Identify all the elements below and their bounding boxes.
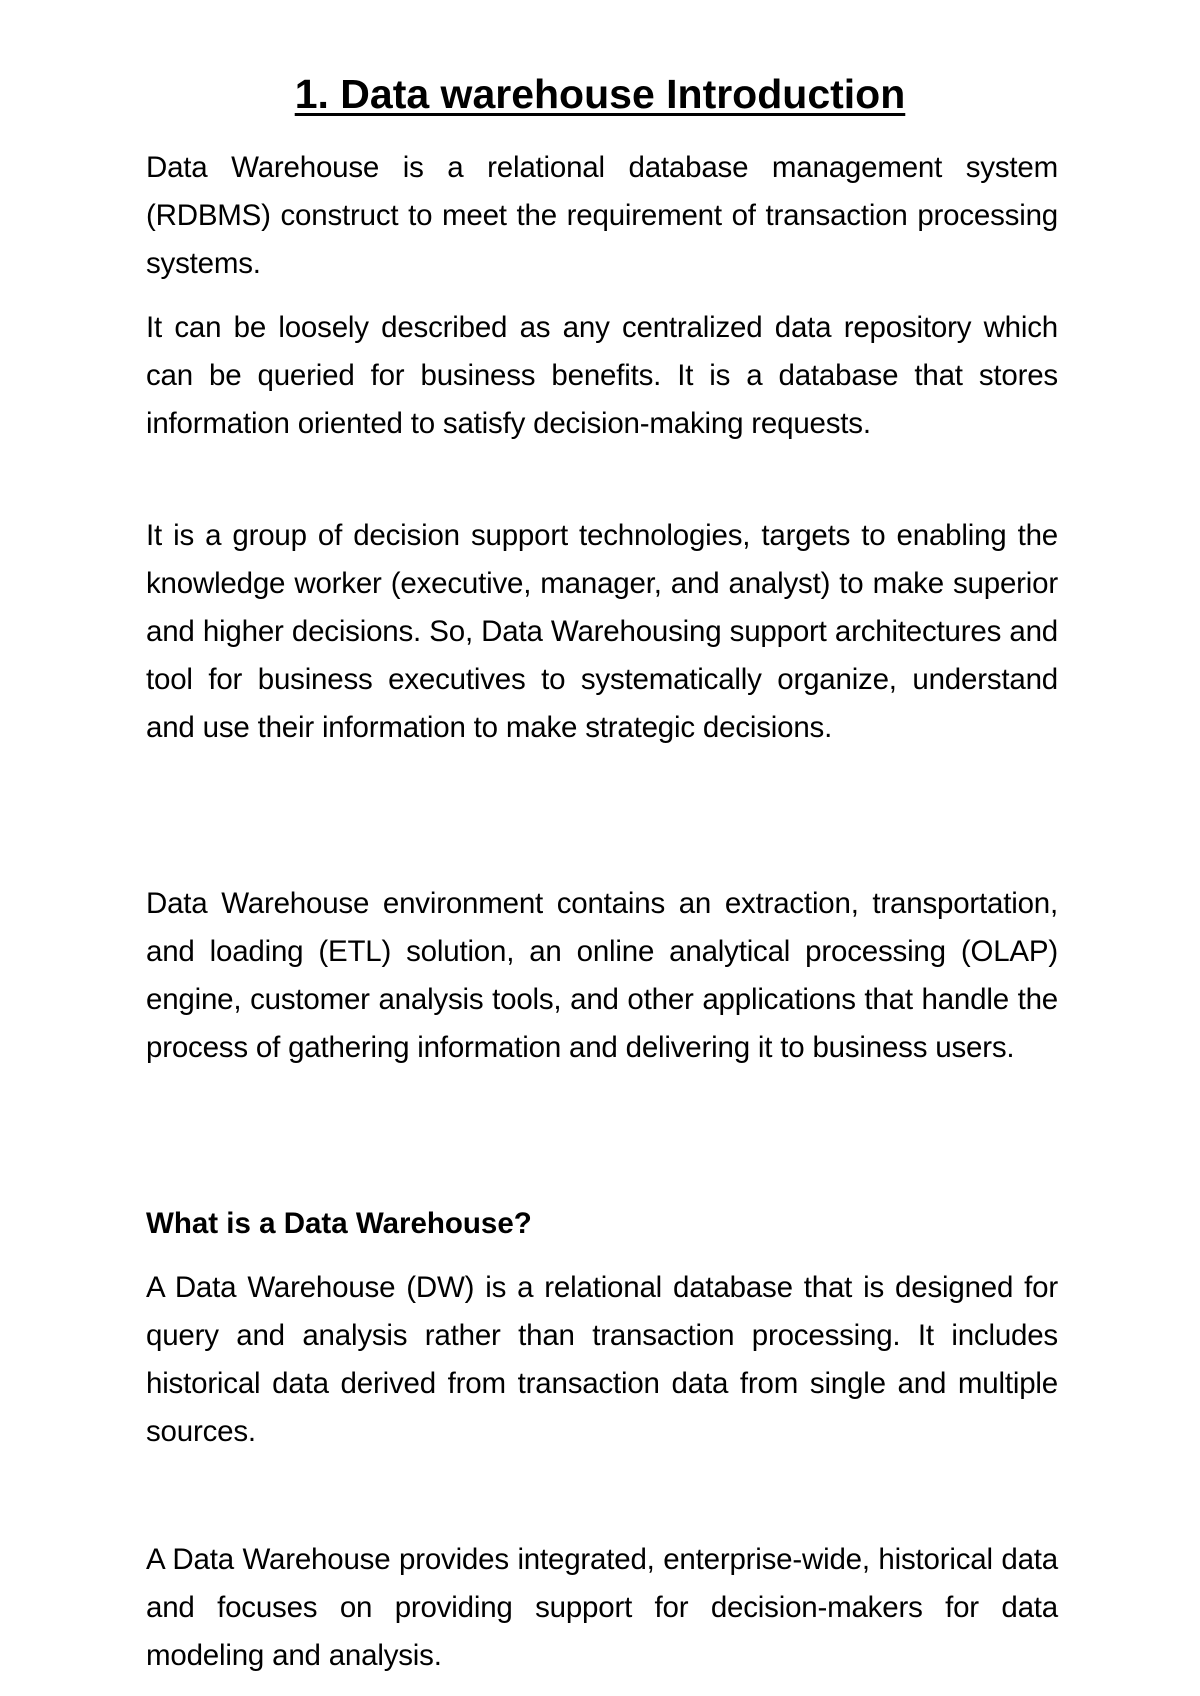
paragraph-decision-support: It is a group of decision support technologies, targets to enabling the knowledge worker (executive, manager, and analyst) to make superior and higher decisions. So, Data Warehousing support architectures and tool for business executives to systematically organize, understand and use their information to make strategic decisions. <box>146 519 1058 744</box>
section-heading: What is a Data Warehouse? <box>146 1207 532 1240</box>
paragraph-centralized-repository: It can be loosely described as any centralized data repository which can be queried for business benefits. It is a database that stores information oriented to satisfy decision-making requests. <box>146 311 1058 440</box>
page-title <box>0 66 1200 122</box>
paragraph-dw-integrated: A Data Warehouse provides integrated, enterprise-wide, historical data and focuses on providing support for decision-makers for data modeling and analysis. <box>146 1543 1058 1672</box>
paragraph-rdbms-definition: Data Warehouse is a relational database management system (RDBMS) construct to meet the requirement of transaction processing systems. <box>146 151 1058 280</box>
paragraph-environment: Data Warehouse environment contains an extraction, transportation, and loading (ETL) solution, an online analytical processing (OLAP) engine, customer analysis tools, and other applications that handle the process of gathering information and delivering it to business users. <box>146 887 1058 1064</box>
page-title-text: 1. Data warehouse Introduction <box>294 71 906 117</box>
paragraph-dw-definition: A Data Warehouse (DW) is a relational database that is designed for query and analysis rather than transaction processing. It includes historical data derived from transaction data from single and multiple sources. <box>146 1271 1058 1448</box>
